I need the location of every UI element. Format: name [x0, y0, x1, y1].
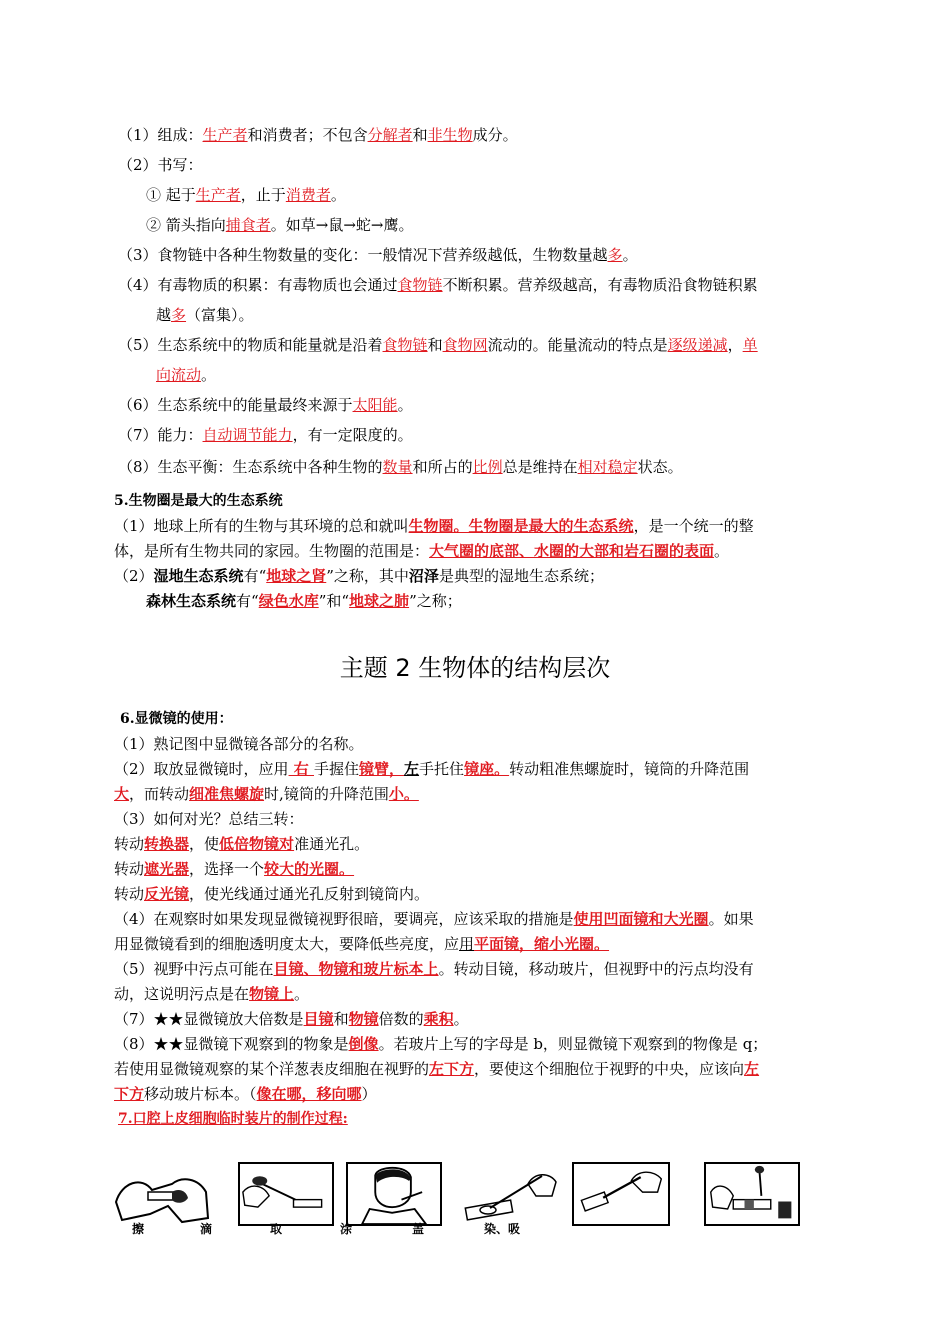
- answer: 大气圈的底部、水圈的大部和岩石圈的表面: [429, 542, 715, 560]
- answer: 右: [288, 760, 314, 778]
- line-toxins: （4）有毒物质的积累：有毒物质也会通过食物链不断积累。营养级越高，有毒物质沿食物链积累: [118, 276, 758, 294]
- line-micro-15: 下方移动玻片标本。（像在哪，移向哪）: [114, 1085, 377, 1103]
- answer: 目镜: [303, 1010, 334, 1028]
- step-label-take: 取: [270, 1222, 283, 1236]
- topic-title: 主题 2 生物体的结构层次: [339, 654, 611, 682]
- answer: 数量: [382, 458, 413, 476]
- line-micro-13: （8）★★显微镜下观察到的物象是倒像。若玻片上写的字母是 b，则显微镜下观察到的物像是 q；: [114, 1035, 768, 1053]
- line-micro-3: 大，而转动细准焦螺旋时,镜筒的升降范围小。: [114, 785, 419, 803]
- answer: 像在哪，移向哪: [256, 1085, 362, 1103]
- answer: 生产者: [202, 126, 248, 144]
- answer: 分解者: [367, 126, 413, 144]
- line-energy-flow-cont: 向流动。: [156, 366, 217, 384]
- line-micro-6: 转动遮光器，选择一个较大的光圈。: [114, 860, 355, 878]
- answer: 细准焦螺旋: [189, 785, 265, 803]
- answer: 太阳能: [352, 396, 398, 414]
- answer: 绿色水库: [258, 592, 319, 610]
- answer: 较大的光圈。: [264, 860, 355, 878]
- line-toxins-cont: 越多（富集）。: [156, 306, 254, 324]
- answer: 低倍物镜对: [219, 835, 295, 853]
- answer: 生物圈。生物圈是最大的生态系统: [408, 517, 634, 535]
- answer: 食物网: [442, 336, 488, 354]
- line-forest: 森林生态系统有“绿色水库”和“地球之肺”之称；: [146, 592, 462, 610]
- line-writing: （2）书写：: [118, 156, 203, 174]
- line-micro-4: （3）如何对光？总结三转：: [114, 810, 304, 828]
- answer: 捕食者: [225, 216, 271, 234]
- line-micro-11: 动，这说明污点是在物镜上。: [114, 985, 310, 1003]
- answer: 比例: [472, 458, 503, 476]
- answer: 单: [742, 336, 758, 354]
- answer: 小。: [388, 785, 419, 803]
- step-label-smear: 涂: [340, 1222, 353, 1236]
- answer: 生产者: [195, 186, 241, 204]
- line-micro-9: 用显微镜看到的细胞透明度太大，要降低些亮度，应用平面镜，缩小光圈。: [114, 935, 610, 953]
- line-micro-5: 转动转换器，使低倍物镜对准通光孔。: [114, 835, 370, 853]
- step-drop-illustration: [238, 1162, 334, 1226]
- line-micro-12: （7）★★显微镜放大倍数是目镜和物镜倍数的乘积。: [114, 1010, 469, 1028]
- line-quantity: （3）食物链中各种生物数量的变化：一般情况下营养级越低，生物数量越多。: [118, 246, 638, 264]
- answer: 目镜、物镜和玻片标本上: [273, 960, 439, 978]
- line-biosphere-1: （1）地球上所有的生物与其环境的总和就叫生物圈。生物圈是最大的生态系统，是一个统一的整: [114, 517, 754, 535]
- step-stain-illustration: [704, 1162, 800, 1226]
- step-cover-illustration: [572, 1162, 670, 1226]
- answer: 逐级递减: [667, 336, 728, 354]
- line-ability: （7）能力：自动调节能力，有一定限度的。: [118, 426, 413, 444]
- answer: 多: [171, 306, 187, 324]
- answer: 镜座。: [464, 760, 510, 778]
- step-label-drop: 滴: [200, 1222, 213, 1236]
- line-energy-source: （6）生态系统中的能量最终来源于太阳能。: [118, 396, 413, 414]
- answer: 多: [607, 246, 623, 264]
- answer: 下方: [114, 1085, 145, 1103]
- line-energy-flow: （5）生态系统中的物质和能量就是沿着食物链和食物网流动的。能量流动的特点是逐级递减，单: [118, 336, 758, 354]
- line-writing-2: ② 箭头指向捕食者。如草→鼠→蛇→鹰。: [146, 216, 414, 234]
- line-micro-10: （5）视野中污点可能在目镜、物镜和玻片标本上。转动目镜，移动玻片，但视野中的污点均没有: [114, 960, 754, 978]
- answer: 镜臂，: [359, 760, 405, 778]
- answer: 食物链: [397, 276, 443, 294]
- answer: 食物链: [382, 336, 428, 354]
- step-take-cells-illustration: [346, 1162, 442, 1226]
- section-heading-7: 7.口腔上皮细胞临时装片的制作过程:: [118, 1111, 348, 1127]
- answer: 向流动: [156, 366, 202, 384]
- answer: 乘积: [423, 1010, 454, 1028]
- answer: 使用凹面镜和大光圈: [573, 910, 709, 928]
- answer: 自动调节能力: [202, 426, 293, 444]
- line-micro-14: 若使用显微镜观察的某个洋葱表皮细胞在视野的左下方，要使这个细胞位于视野的中央，应该向左: [114, 1060, 760, 1078]
- step-label-stain: 染、吸: [484, 1222, 521, 1236]
- step-smear-illustration: [462, 1162, 558, 1226]
- answer: 左下方: [429, 1060, 475, 1078]
- answer: 相对稳定: [577, 458, 638, 476]
- answer: 非生物: [427, 126, 473, 144]
- answer: 左: [744, 1060, 760, 1078]
- line-biosphere-2: 体，是所有生物共同的家园。生物圈的范围是：大气圈的底部、水圈的大部和岩石圈的表面。: [114, 542, 730, 560]
- answer: 物镜上: [249, 985, 295, 1003]
- answer: 地球之肾: [266, 567, 327, 585]
- answer: 转换器: [144, 835, 190, 853]
- line-writing-1: ① 起于生产者，止于消费者。: [146, 186, 346, 204]
- line-micro-7: 转动反光镜，使光线通过通光孔反射到镜筒内。: [114, 885, 430, 903]
- line-balance: （8）生态平衡：生态系统中各种生物的数量和所占的比例总是维持在相对稳定状态。: [118, 458, 683, 476]
- line-composition: （1）组成：生产者和消费者；不包含分解者和非生物成分。: [118, 126, 518, 144]
- step-label-cover: 盖: [412, 1222, 425, 1236]
- answer: 倒像: [348, 1035, 379, 1053]
- answer: 地球之肺: [349, 592, 410, 610]
- section-heading-6: 6.显微镜的使用：: [120, 711, 233, 727]
- answer: 遮光器: [144, 860, 190, 878]
- line-wetland: （2）湿地生态系统有“地球之肾”之称，其中沼泽是典型的湿地生态系统；: [114, 567, 604, 585]
- answer: 反光镜: [144, 885, 190, 903]
- answer: 平面镜，缩小光圈。: [474, 935, 610, 953]
- answer: 大: [114, 785, 130, 803]
- answer: 消费者: [285, 186, 331, 204]
- line-micro-8: （4）在观察时如果发现显微镜视野很暗，要调亮，应该采取的措施是使用凹面镜和大光圈。如果: [114, 910, 754, 928]
- step-label-wipe: 擦: [132, 1222, 145, 1236]
- answer: 物镜: [348, 1010, 379, 1028]
- step-wipe-illustration: [112, 1162, 212, 1226]
- line-micro-2: （2）取放显微镜时，应用 右 手握住镜臂，左手托住镜座。转动粗准焦螺旋时，镜筒的升降范围: [114, 760, 750, 778]
- section-heading-5: 5.生物圈是最大的生态系统: [114, 493, 283, 509]
- line-micro-1: （1）熟记图中显微镜各部分的名称。: [114, 735, 364, 753]
